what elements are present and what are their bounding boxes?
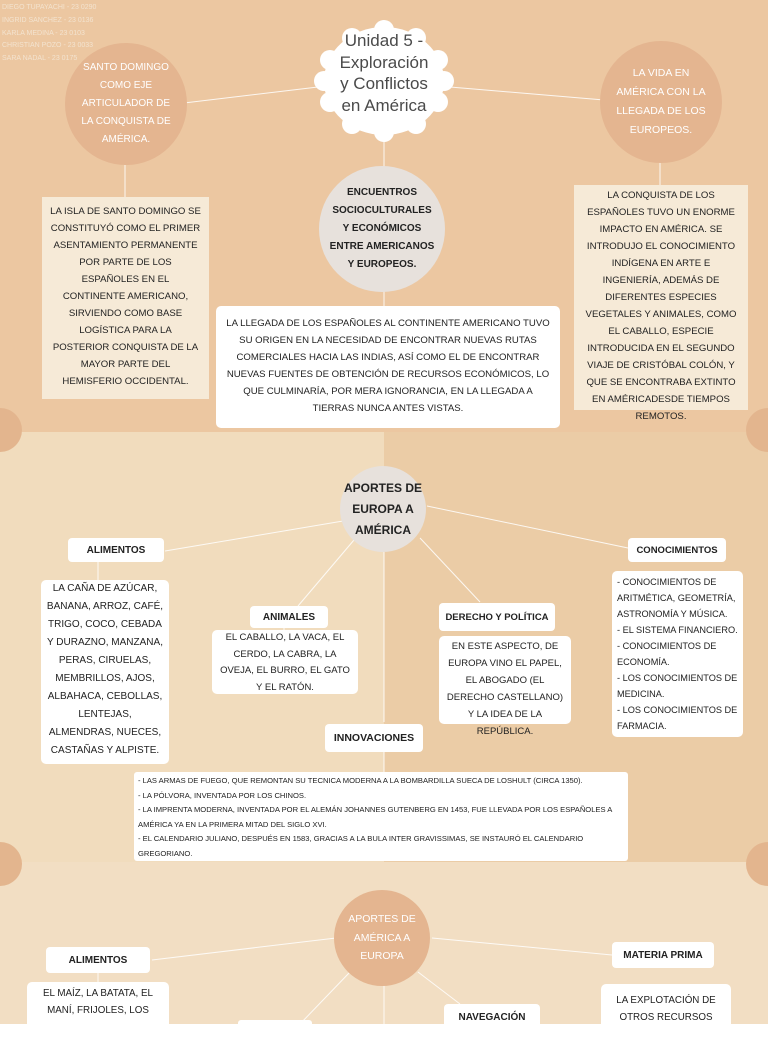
label-navegacion: NAVEGACIÓN (444, 1004, 540, 1030)
topic-circle-aportes-america (334, 890, 430, 986)
derecho-description: EN ESTE ASPECTO, DE EUROPA VINO EL PAPEL, EL ABOGADO (EL DERECHO CASTELLANO) Y LA IDEA DE LA REPÚBLICA. (446, 641, 564, 737)
animales-description: EL CABALLO, LA VACA, EL CERDO, LA CABRA, LA OVEJA, EL BURRO, EL GATO Y EL RATÓN. (220, 632, 350, 693)
label-innovaciones: INNOVACIONES (325, 724, 423, 752)
title-line: en América (341, 95, 427, 115)
alimentos-america-text-box (27, 982, 169, 1042)
topic-circle-encuentros (319, 166, 445, 292)
label-animales: ANIMALES (250, 606, 328, 628)
innovaciones-item: - LA IMPRENTA MODERNA, INVENTADA POR EL ALEMÁN JOHANNES GUTENBERG EN 1453, FUE LLEVADA POR LOS ESPAÑOLES A AMÉRICA YA EN LA PRIMERA MITAD DEL SIGLO XVI. (138, 805, 612, 829)
conocimientos-item: - CONOCIMIENTOS DE ARITMÉTICA, GEOMETRÍA, ASTRONOMÍA Y MÚSICA. (617, 577, 736, 619)
label-alimentos-europa: ALIMENTOS (68, 538, 164, 562)
santo-domingo-description: LA ISLA DE SANTO DOMINGO SE CONSTITUYÓ COMO EL PRIMER ASENTAMIENTO PERMANENTE POR PARTE DE LOS ESPAÑOLES EN EL CONTINENTE AMERICANO, SIRVIENDO COMO BASE LOGÍSTICA PARA LA POSTERIOR CONQUISTA DE LA MAYOR PARTE DEL HEMISFERIO OCCIDENTAL. (50, 206, 201, 387)
innovaciones-item: - LA PÓLVORA, INVENTADA POR LOS CHINOS. (138, 790, 307, 800)
label-materia-prima: MATERIA PRIMA (612, 942, 714, 968)
topic-circle-vida-en-america (600, 41, 722, 163)
label-alimentos-america: ALIMENTOS (46, 947, 150, 973)
conocimientos-text-box (612, 571, 743, 737)
derecho-text-box (439, 636, 571, 737)
partial-label-box (238, 1020, 312, 1030)
conocimientos-item: - EL SISTEMA FINANCIERO. (617, 625, 738, 635)
encuentros-text-box (216, 306, 560, 428)
credit-line: INGRID SANCHEZ - 23 0136 (2, 16, 94, 24)
alimentos-europa-text-box (41, 580, 169, 764)
label-conocimientos: CONOCIMIENTOS (628, 538, 726, 562)
topic-circle-label: SANTO DOMINGO COMO EJE ARTICULADOR DE LA CONQUISTA DE AMÉRICA. (81, 62, 171, 145)
topic-circle-aportes-europa (340, 466, 426, 552)
materia-prima-description: LA EXPLOTACIÓN DE OTROS RECURSOS (616, 995, 716, 1023)
topic-circle-label: APORTES DE AMÉRICA A EUROPA (348, 913, 416, 963)
topic-circle-santo-domingo (65, 43, 187, 165)
conocimientos-item: - LOS CONOCIMIENTOS DE MEDICINA. (617, 673, 738, 699)
title-line: Exploración (339, 52, 429, 72)
credit-line: CHRISTIAN POZO - 23 0033 (2, 42, 94, 50)
conocimientos-item: - CONOCIMIENTOS DE ECONOMÍA. (617, 641, 717, 667)
innovaciones-item: - EL CALENDARIO JULIANO, DESPUÉS EN 1583, GRACIAS A LA BULA INTER GRAVISSIMAS, SE INSTAURÓ EL CALENDARIO GREGORIANO. (138, 834, 584, 858)
title-line: y Conflictos (340, 74, 428, 93)
label-derecho-politica: DERECHO Y POLÍTICA (439, 603, 555, 631)
conocimientos-item: - LOS CONOCIMIENTOS DE FARMACIA. (617, 705, 738, 731)
vida-description: LA CONQUISTA DE LOS ESPAÑOLES TUVO UN ENORME IMPACTO EN AMÉRICA. SE INTRODUJO EL CONOCIMIENTO INDÍGENA EN ARTE E INGENIERÍA, ADEMÁS DE DIFERENTES ESPECIES VEGETALES Y ANIMALES, COMO EL CABALLO, ESPECIE INTRODUCIDA EN EL SEGUNDO VIAJE DE CRISTÓBAL COLÓN, Y QUE SE ENCONTRABA EXTINTO EN AMÉRICADESDE TIEMPOS REMOTOS. (585, 190, 737, 422)
credit-line: KARLA MEDINA - 23 0103 (2, 29, 85, 37)
vida-text-box (574, 185, 748, 422)
alimentos-europa-description: LA CAÑA DE AZÚCAR, BANANA, ARROZ, CAFÉ, TRIGO, COCO, CEBADA Y DURAZNO, MANZANA, PERAS, CIRUELAS, MEMBRILLOS, AJOS, ALBAHACA, CEBOLLAS, LENTEJAS, ALMENDRAS, NUECES, CASTAÑAS Y ALPISTE. (46, 583, 164, 756)
innovaciones-text-box (134, 772, 628, 861)
credit-line: DIEGO TUPAYACHI - 23 0290 (2, 4, 97, 11)
topic-circle-label: ENCUENTROS SOCIOCULTURALES Y ECONÓMICOS ENTRE AMERICANOS Y EUROPEOS. (329, 187, 435, 270)
materia-prima-text-box (601, 984, 731, 1044)
title-line: Unidad 5 - (344, 31, 424, 50)
credit-line: SARA NADAL - 23 0175 (2, 55, 78, 63)
author-credits (2, 2, 96, 66)
topic-circle-label: LA VIDA EN AMÉRICA CON LA LLEGADA DE LOS EUROPEOS. (616, 67, 706, 136)
encuentros-description: LA LLEGADA DE LOS ESPAÑOLES AL CONTINENTE AMERICANO TUVO SU ORIGEN EN LA NECESIDAD DE ENCONTRAR NUEVAS RUTAS COMERCIALES HACIA LAS INDIAS, ASÍ COMO EL DE ENCONTRAR NUEVAS FUENTES DE OBTENCIÓN DE RECURSOS ECONÓMICOS, LO QUE CULMINARÍA, POR MERA IGNORANCIA, EN LA LLEGADA A TIERRAS NUNCA ANTES VISTAS. (226, 318, 550, 414)
santo-domingo-text-box (42, 197, 209, 399)
topic-circle-label: APORTES DE EUROPA A AMÉRICA (343, 480, 422, 537)
animales-text-box (212, 630, 358, 694)
alimentos-america-description: EL MAÍZ, LA BATATA, EL MANÍ, FRIJOLES, LOS (43, 988, 153, 1016)
page-title (314, 30, 454, 116)
innovaciones-item: - LAS ARMAS DE FUEGO, QUE REMONTAN SU TECNICA MODERNA A LA BOMBARDILLA SUECA DE LOSHULT (CIRCA 1350). (138, 776, 583, 785)
